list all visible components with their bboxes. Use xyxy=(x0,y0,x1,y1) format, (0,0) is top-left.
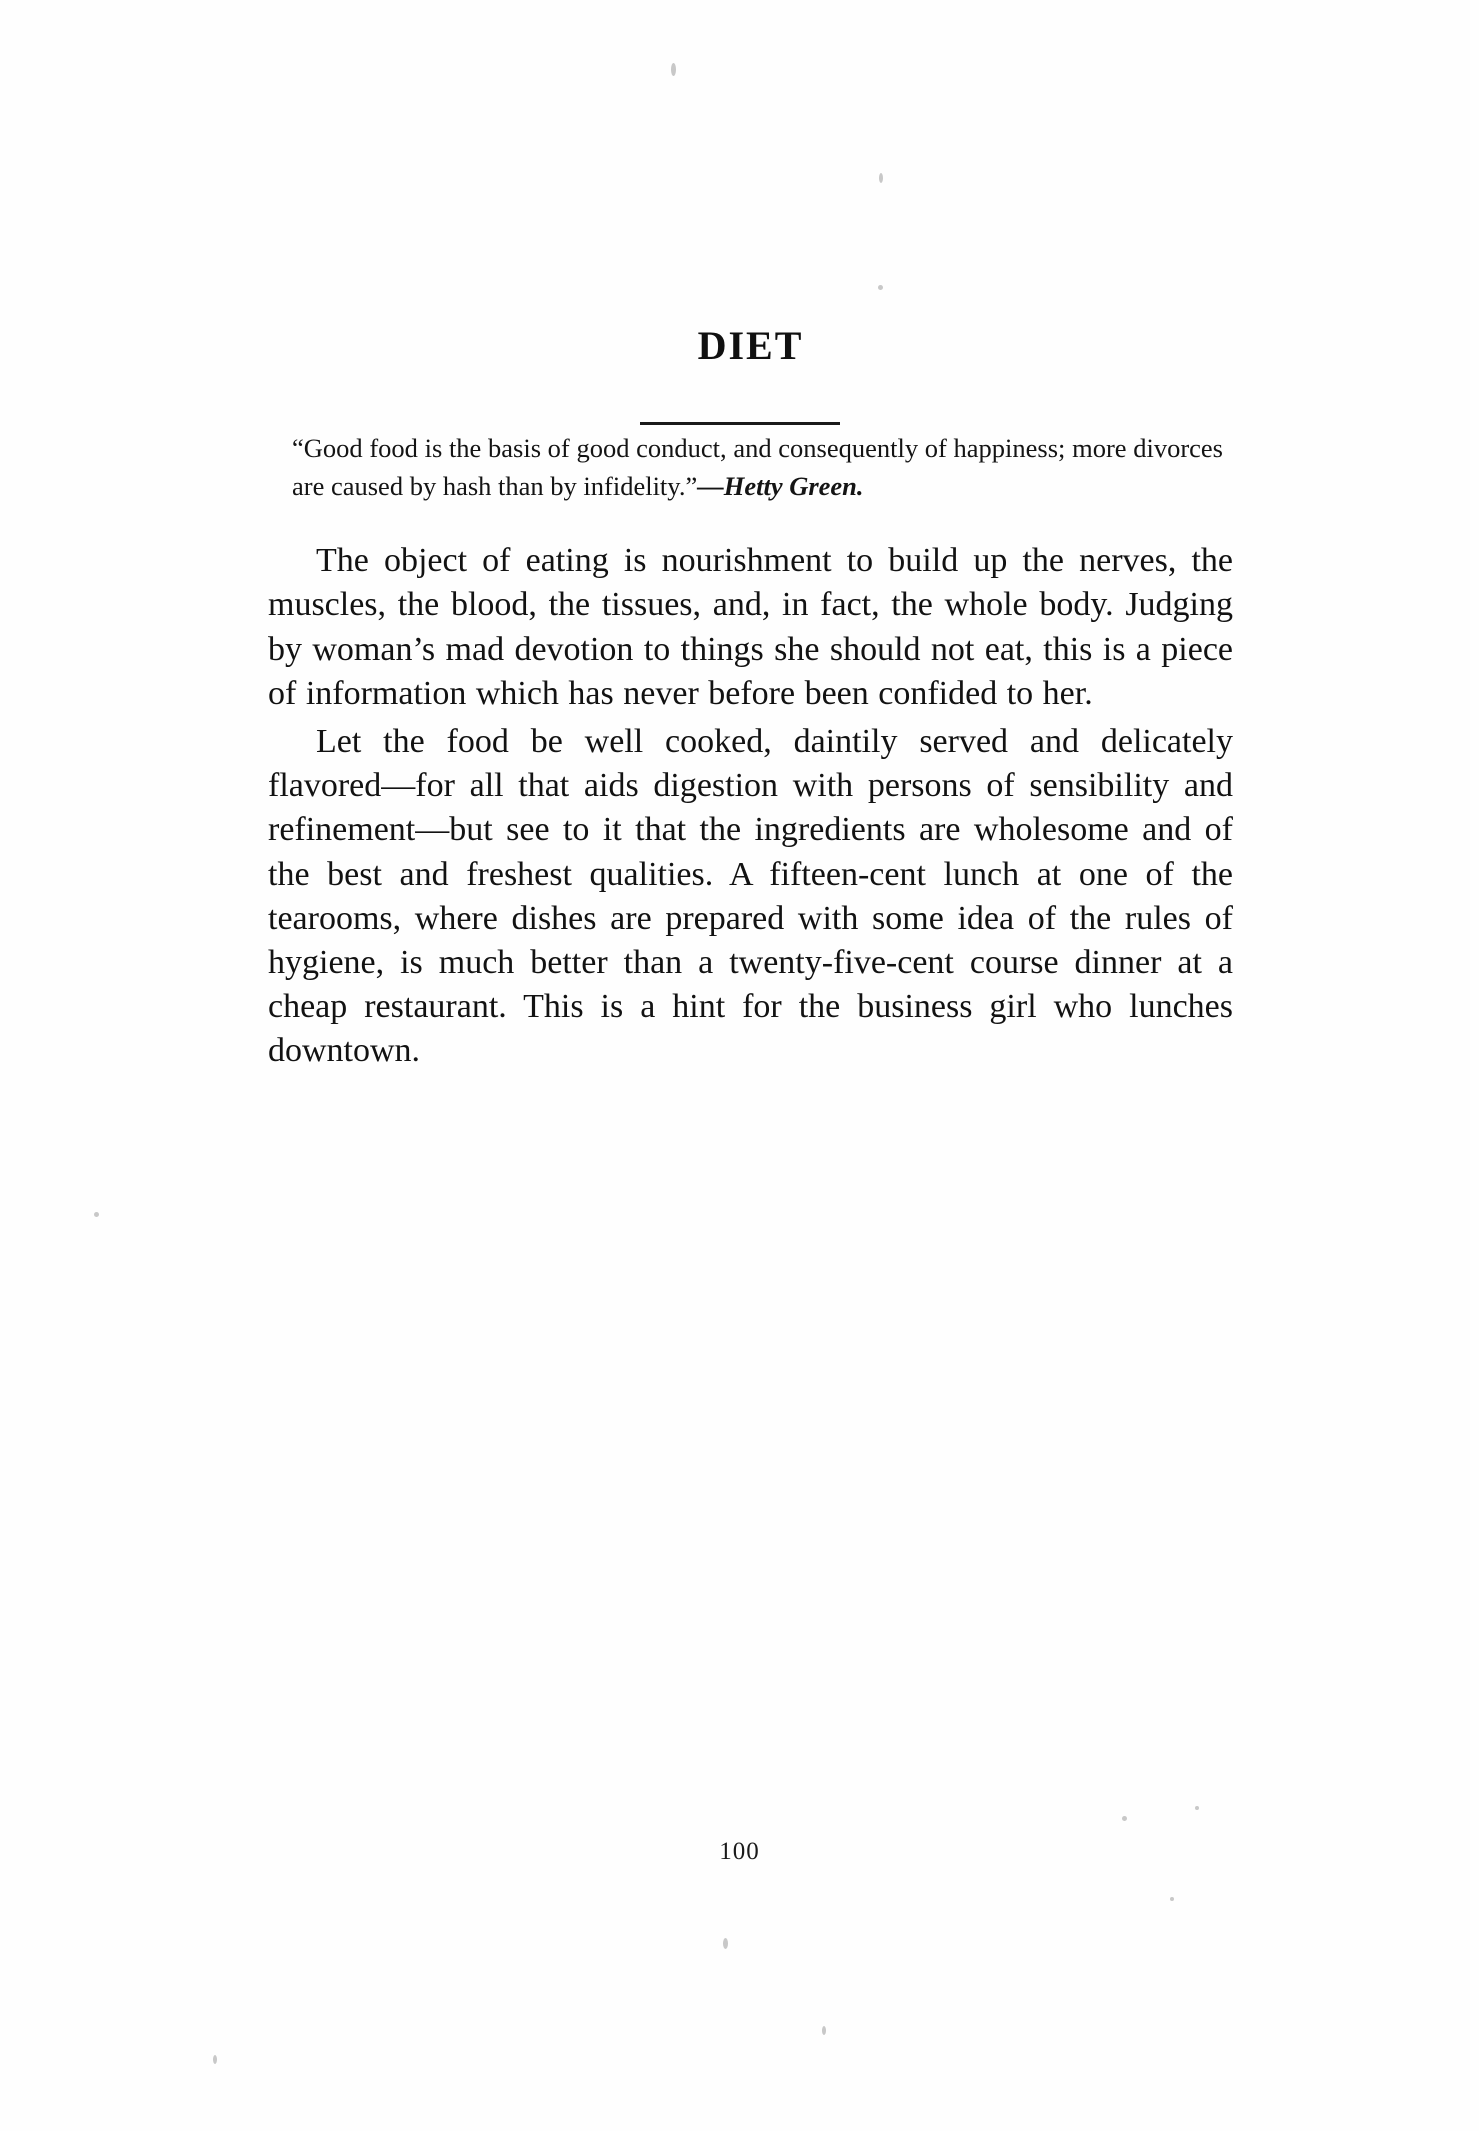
paragraph-1: The object of eating is nourishment to build up the nerves, the muscles, the blood, the tissues, and, in fact, the whole body. Judging by woman’s mad devotion to things she should not eat, this is a piece of information which has never before been confided to her. xyxy=(268,542,1233,712)
scan-speck xyxy=(213,2055,217,2064)
title-divider xyxy=(640,422,840,425)
scan-speck xyxy=(878,285,883,290)
page-number: 100 xyxy=(719,1838,760,1865)
page-text-block xyxy=(268,430,1233,1078)
paragraph-2: Let the food be well cooked, daintily served and delicately flavored—for all that aids digestion with persons of sensibility and refinement—but see to it that the ingredients are wholesome and of the best and freshest qualities. A fifteen-cent lunch at one of the tearooms, where dishes are prepared with some idea of the rules of hygiene, is much better than a twenty-five-cent course dinner at a cheap restaurant. This is a hint for the business girl who lunches downtown. xyxy=(268,723,1233,1070)
scan-speck xyxy=(822,2026,826,2035)
epigraph-attribution: —Hetty Green. xyxy=(697,470,864,501)
page-title: DIET xyxy=(697,323,804,368)
scan-speck xyxy=(94,1212,99,1217)
scan-speck xyxy=(879,173,883,183)
scan-speck xyxy=(1195,1806,1199,1810)
scan-speck xyxy=(1122,1816,1127,1821)
epigraph xyxy=(268,430,1233,505)
scan-speck xyxy=(671,63,676,76)
scan-speck xyxy=(1170,1897,1174,1901)
scan-speck xyxy=(723,1938,728,1949)
epigraph-quote: “Good food is the basis of good conduct, and consequently of happiness; more divorces are caused by hash than by infidelity.” xyxy=(292,433,1223,501)
